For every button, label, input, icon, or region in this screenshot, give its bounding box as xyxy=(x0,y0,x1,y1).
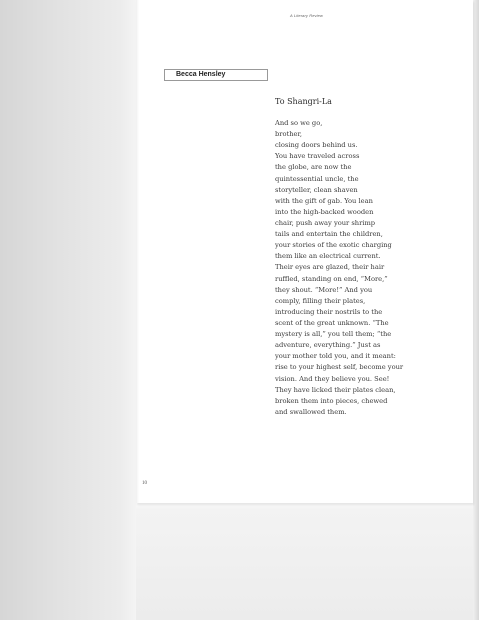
poem-line: vision. And they believe you. See! xyxy=(275,374,390,383)
page-number: 10 xyxy=(142,481,147,486)
poem-line: and swallowed them. xyxy=(275,407,347,416)
poem-line: adventure, everything.” Just as xyxy=(275,341,381,350)
poem-line: they shout. “More!” And you xyxy=(275,285,373,294)
running-head: A Literary Review xyxy=(290,13,323,18)
poem-body xyxy=(275,118,465,418)
poem-line: tails and entertain the children, xyxy=(275,230,383,239)
poem-line: Their eyes are glazed, their hair xyxy=(275,263,385,272)
poem-line: mystery is all,” you tell them; “the xyxy=(275,330,392,339)
poem-line: And so we go, xyxy=(275,119,323,127)
poem-line: storyteller, clean shaven xyxy=(275,185,358,194)
poem-line: chair, push away your shrimp xyxy=(275,218,376,227)
poem-line: the globe, are now the xyxy=(275,163,352,172)
poem-line: broken them into pieces, chewed xyxy=(275,396,388,405)
book-page xyxy=(136,0,473,503)
author-name: Becca Hensley xyxy=(176,71,226,78)
poem-line: brother, xyxy=(275,130,303,139)
poem-line: your mother told you, and it meant: xyxy=(275,352,396,361)
poem-line: They have licked their plates clean, xyxy=(275,385,396,394)
poem-line: them like an electrical current. xyxy=(275,252,381,261)
poem-line: comply, filling their plates, xyxy=(275,296,366,305)
poem-line: scent of the great unknown. “The xyxy=(275,318,389,327)
poem-line: ruffled, standing on end, “More,” xyxy=(275,274,388,283)
poem-line: closing doors behind us. xyxy=(275,141,358,150)
poem-line: rise to your highest self, become your xyxy=(275,363,404,372)
author-name-box xyxy=(164,69,268,81)
poem-line: quintessential uncle, the xyxy=(275,174,359,183)
scanner-right-margin xyxy=(473,0,479,620)
poem-title: To Shangri-La xyxy=(275,97,332,106)
poem-line: into the high-backed wooden xyxy=(275,207,374,216)
poem-line: You have traveled across xyxy=(275,152,360,161)
poem-line: introducing their nostrils to the xyxy=(275,307,383,316)
scanner-left-margin xyxy=(0,0,136,620)
poem-line: with the gift of gab. You lean xyxy=(275,196,373,205)
poem-line: your stories of the exotic charging xyxy=(275,241,392,250)
